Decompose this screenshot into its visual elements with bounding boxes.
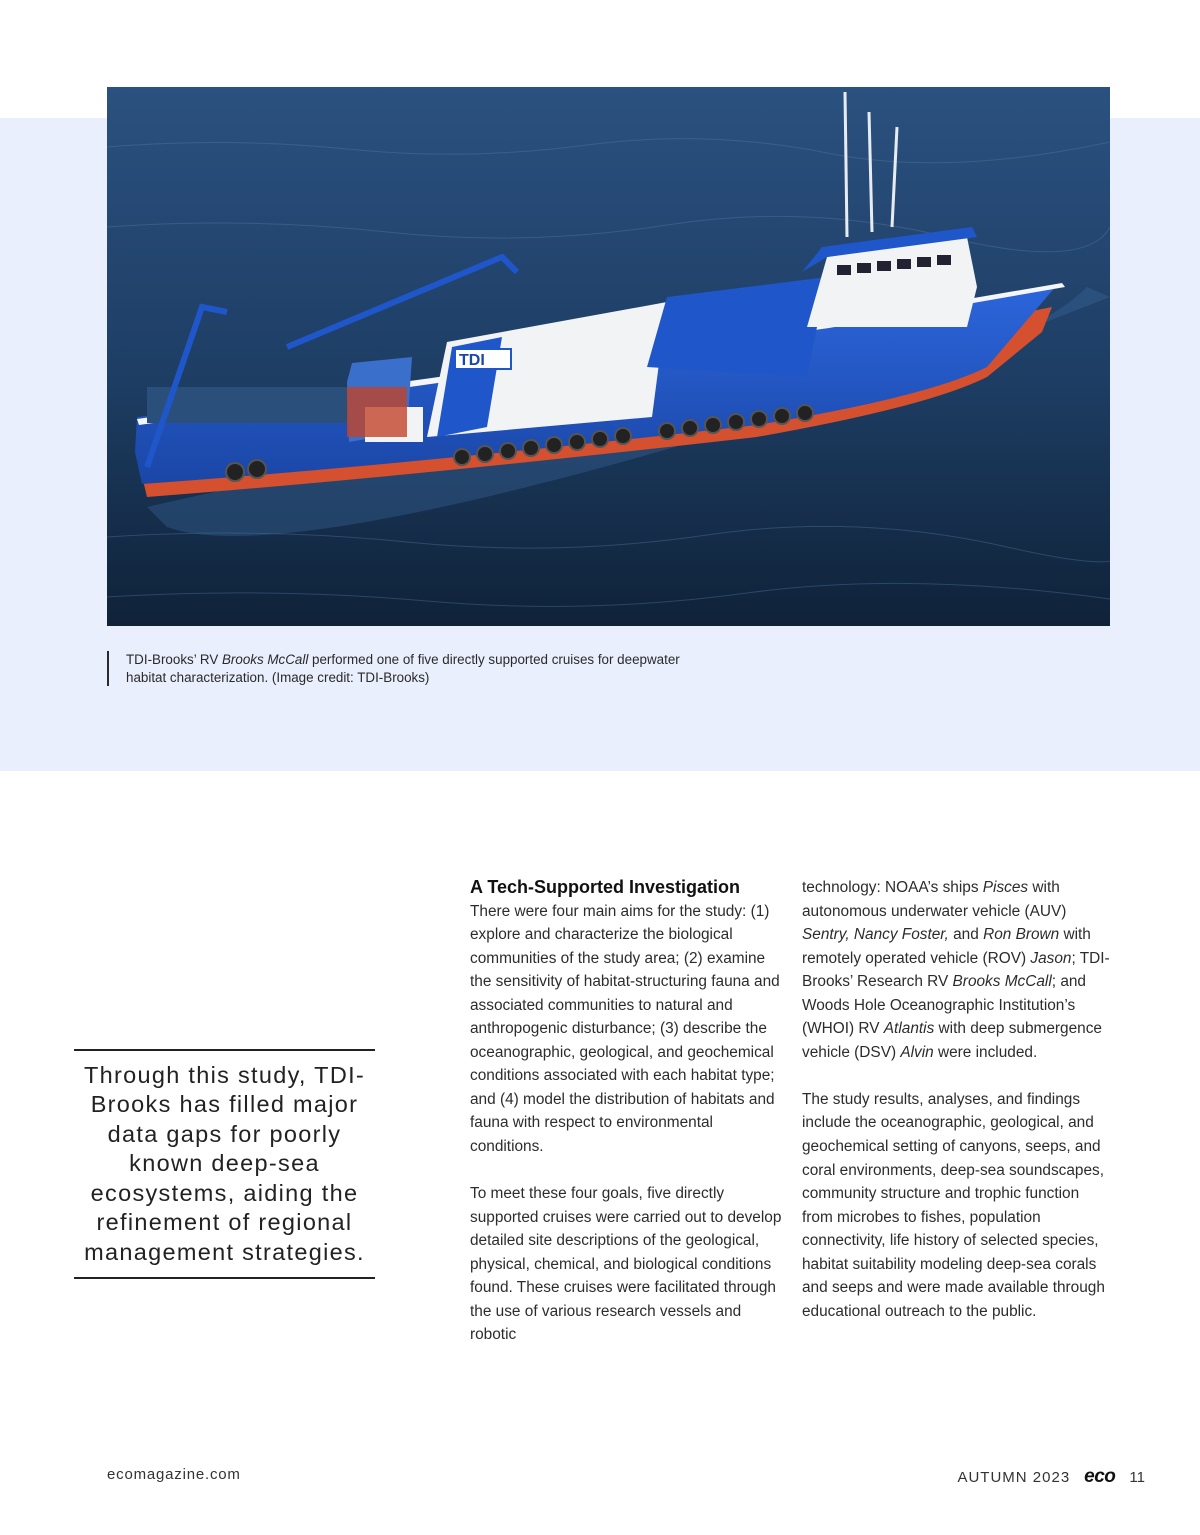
pull-quote-text: Through this study, TDI-Brooks has filled major data gaps for poorly known deep-sea ecosystems, aiding the refinement of regional management strategies.	[83, 1062, 366, 1265]
ship-illustration	[107, 87, 1110, 626]
photo-caption	[107, 651, 686, 686]
page-number: 11	[1129, 1468, 1145, 1486]
article-column-right	[802, 876, 1114, 1347]
article-column-left	[470, 876, 782, 1370]
section-heading: A Tech-Supported Investigation	[470, 877, 741, 897]
ship-photo	[107, 87, 1110, 626]
paragraph: To meet these four goals, five directly supported cruises were carried out to develop detailed site descriptions of the geological, physical, chemical, and biological conditions found. These cruises were facilitated through the use of various research vessels and robotic	[470, 1185, 782, 1344]
paragraph: There were four main aims for the study: (1) explore and characterize the biological communities of the study area; (2) examine the sensitivity of habitat-structuring fauna and associated communities to natural and anthropogenic disturbance; (3) describe the oceanographic, geological, and geochemical conditions associated with each habitat type; and (4) model the distribution of habitats and fauna with respect to environmental conditions.	[470, 902, 780, 1156]
paragraph: technology: NOAA’s ships Pisces with autonomous underwater vehicle (AUV) Sentry, Nancy Foster, and Ron Brown with remotely operated vehicle (ROV) Jason; TDI-Brooks’ Research RV Brooks McCall; and Woods Hole Oceanographic Institution’s (WHOI) RV Atlantis with deep submergence vehicle (DSV) Alvin were included.	[802, 879, 1110, 1061]
footer-website: ecomagazine.com	[107, 1466, 241, 1483]
issue-date: AUTUMN 2023	[957, 1468, 1071, 1486]
pull-quote	[74, 1049, 375, 1279]
hull-logo: TDI	[459, 352, 485, 369]
caption-text-rest: performed one of five directly supported cruises for deepwater habitat characterization. (Image credit: TDI-Brooks)	[126, 652, 680, 685]
footer-issue-info	[957, 1466, 1145, 1488]
eco-logo: eco	[1084, 1466, 1116, 1487]
paragraph: The study results, analyses, and findings include the oceanographic, geological, and geochemical setting of canyons, seeps, and coral environments, deep-sea soundscapes, community structure and trophic function from microbes to fishes, population connectivity, life history of selected species, habitat suitability modeling deep-sea corals and seeps and were made available through educational outreach to the public.	[802, 1090, 1105, 1320]
caption-text: TDI-Brooks’ RV	[126, 652, 222, 667]
caption-vessel-name: Brooks McCall	[221, 652, 309, 667]
